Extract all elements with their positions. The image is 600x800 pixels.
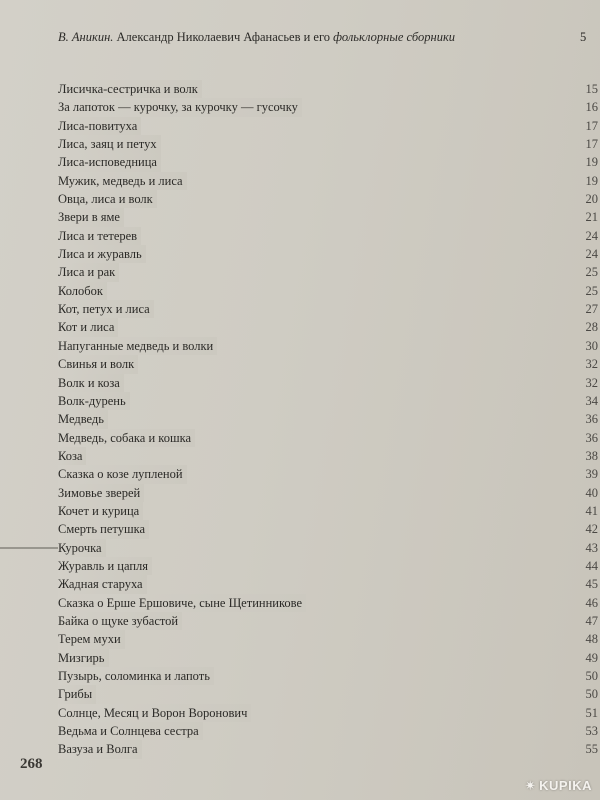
toc-entry [58,410,598,428]
toc-entry-title: Ведьма и Солнцева сестра [58,722,203,740]
toc-entry-page: 27 [585,302,598,317]
header-title: Александр Николаевич Афанасьев и его [116,30,331,44]
toc-entry-title: Байка о щуке зубастой [58,612,182,630]
toc-entry-page: 36 [585,412,598,427]
toc-entry-page: 32 [585,375,598,390]
toc-entry [58,520,598,538]
toc-entry [58,153,598,171]
toc-entry-title: Лиса и тетерев [58,227,141,245]
toc-entry-page: 25 [585,265,598,280]
toc-entry-title: Свинья и волк [58,355,138,373]
header-page-number: 5 [580,30,587,44]
toc-entry [58,374,598,392]
toc-entry-page: 53 [585,724,598,739]
toc-entry-page: 34 [585,393,598,408]
toc-entry-title: Сказка о козе лупленой [58,465,187,483]
toc-entry-title: За лапоток — курочку, за курочку — гусочку [58,98,302,116]
toc-entry-page: 25 [585,283,598,298]
toc-entry-page: 17 [585,118,598,133]
toc-entry-page: 49 [585,650,598,665]
toc-entry-title: Зимовье зверей [58,484,144,502]
toc-entry [58,98,598,116]
toc-entry-page: 19 [585,173,598,188]
toc-entry-page: 46 [585,595,598,610]
toc-entry [58,594,598,612]
toc-entry-title: Овца, лиса и волк [58,190,157,208]
sparkle-icon: ✷ [524,778,537,793]
toc-entry-title: Курочка [58,539,106,557]
toc-entry [58,465,598,483]
toc-entry-title: Лиса и журавль [58,245,146,263]
toc-entry [58,502,598,520]
toc-entry [58,685,598,703]
toc-entry-title: Колобок [58,282,107,300]
toc-entry [58,612,598,630]
toc-entry-page: 30 [585,338,598,353]
toc-entry-page: 48 [585,632,598,647]
toc-entry [58,282,598,300]
toc-entry [58,722,598,740]
toc-entry-title: Лисичка-сестричка и волк [58,80,202,98]
toc-entry [58,575,598,593]
toc-entry-title: Мужик, медведь и лиса [58,172,187,190]
toc-entry [58,704,598,722]
toc-entry-title: Напуганные медведь и волки [58,337,217,355]
toc-entry [58,318,598,336]
toc-entry-page: 50 [585,687,598,702]
toc-entry-page: 40 [585,485,598,500]
toc-entry-title: Кот и лиса [58,318,118,336]
toc-header-entry [58,30,588,45]
toc-entry-page: 44 [585,558,598,573]
toc-entry-title: Волк и коза [58,374,124,392]
toc-entry-page: 50 [585,669,598,683]
toc-entry [58,429,598,447]
toc-entry-title: Жадная старуха [58,575,147,593]
toc-entry [58,740,598,758]
watermark [525,778,592,794]
toc-entry-title: Коза [58,447,86,465]
toc-entry [58,227,598,245]
toc-entry-title: Терем мухи [58,630,125,648]
toc-entry [58,539,598,557]
toc-entry-title: Кот, петух и лиса [58,300,154,318]
toc-entry-title: Смерть петушка [58,520,149,538]
toc-entry [58,337,598,355]
toc-entry-page: 21 [585,210,598,225]
header-author: В. Аникин. [58,30,114,44]
toc-entry [58,135,598,153]
toc-entry-page: 24 [585,247,598,262]
toc-entry [58,557,598,575]
toc-entry-title: Звери в яме [58,208,124,226]
toc-entry-title: Сказка о Ерше Ершовиче, сыне Щетинникове [58,594,306,612]
toc-entry [58,667,598,685]
toc-entry [58,355,598,373]
toc-entry-page: 24 [585,228,598,243]
watermark-text: KUPIKA [539,778,592,793]
toc-entry-page: 15 [585,82,598,96]
page-number: 268 [20,756,43,772]
toc-entry-title: Солнце, Месяц и Ворон Воронович [58,704,251,722]
toc-entry [58,172,598,190]
toc-entry-page: 42 [585,522,598,537]
toc-entry [58,484,598,502]
toc-entry-title: Кочет и курица [58,502,143,520]
table-of-contents [58,80,598,759]
toc-entry-title: Грибы [58,685,96,703]
toc-entry-page: 55 [585,742,598,757]
toc-entry-title: Пузырь, соломинка и лапоть [58,667,214,685]
toc-entry-title: Медведь, собака и кошка [58,429,195,447]
toc-entry-page: 16 [585,100,598,115]
toc-entry-title: Вазуза и Волга [58,740,142,758]
toc-entry-page: 20 [585,192,598,207]
toc-entry-page: 51 [585,705,598,720]
toc-entry [58,117,598,135]
toc-entry [58,392,598,410]
toc-entry [58,649,598,667]
toc-entry-page: 43 [585,540,598,555]
toc-entry-page: 28 [585,320,598,335]
toc-entry [58,80,598,98]
toc-entry-title: Мизгирь [58,649,109,667]
toc-entry-page: 36 [585,430,598,445]
toc-entry-page: 17 [585,137,598,152]
toc-entry-page: 39 [585,467,598,482]
toc-entry-title: Лиса, заяц и петух [58,135,161,153]
toc-entry-page: 41 [585,503,598,518]
toc-entry-page: 38 [585,448,598,463]
toc-entry-page: 32 [585,357,598,372]
toc-entry [58,208,598,226]
header-title-italic: фольклорные сборники [333,30,456,44]
toc-entry-page: 45 [585,577,598,592]
toc-entry [58,263,598,281]
toc-entry-title: Лиса-повитуха [58,117,141,135]
toc-entry-title: Волк-дурень [58,392,130,410]
toc-entry-page: 47 [585,613,598,628]
toc-entry [58,300,598,318]
toc-entry-title: Лиса и рак [58,263,119,281]
toc-entry-title: Лиса-исповедница [58,153,161,171]
toc-entry-page: 19 [585,155,598,170]
toc-entry [58,447,598,465]
toc-entry-title: Медведь [58,410,108,428]
toc-entry [58,630,598,648]
toc-entry-title: Журавль и цапля [58,557,152,575]
toc-entry [58,190,598,208]
toc-entry [58,245,598,263]
